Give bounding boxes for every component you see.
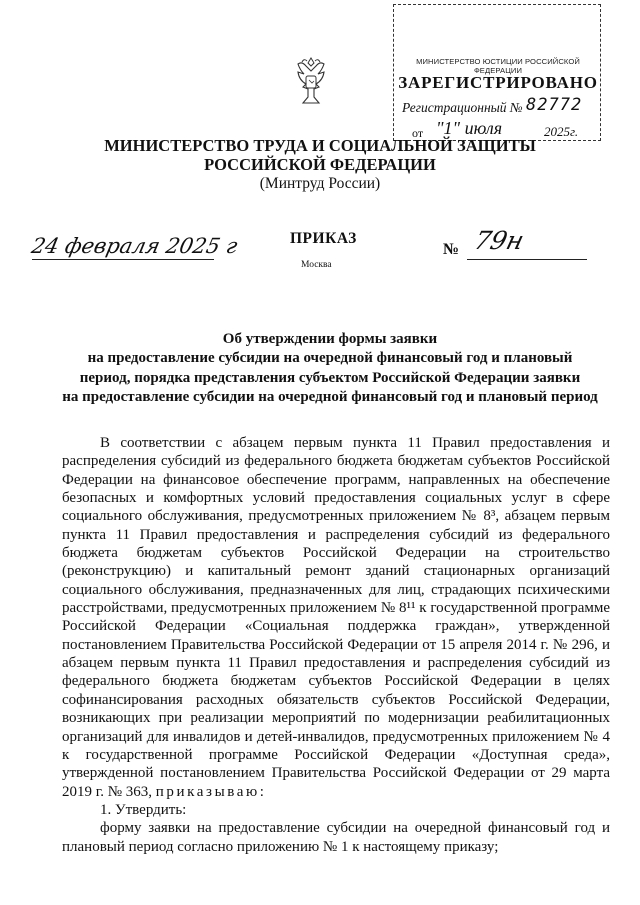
ministry-short-name: (Минтруд России) — [259, 175, 381, 192]
registration-stamp — [393, 4, 601, 141]
ministry-line1: МИНИСТЕРСТВО ТРУДА И СОЦИАЛЬНОЙ ЗАЩИТЫ — [104, 136, 536, 155]
document-body — [62, 434, 610, 856]
ministry-title — [90, 136, 550, 174]
document-subject — [30, 330, 630, 407]
subject-line2: на предоставление субсидии на очередной финансовый год и плановый — [87, 350, 573, 367]
order-number-underline — [467, 259, 587, 260]
stamp-date-handwritten: "1" июля — [436, 118, 503, 138]
stamp-reg-number: 82772 — [526, 95, 583, 115]
subject-line3: период, порядка представления субъектом Российской Федерации заявки — [79, 369, 581, 386]
stamp-ministry: МИНИСТЕРСТВО ЮСТИЦИИ РОССИЙСКОЙ ФЕДЕРАЦИИ — [416, 57, 580, 75]
item-1-text: форму заявки на предоставление субсидии на очередной финансовый год и плановый период согласно приложению № 1 к настоящему приказу; — [62, 820, 610, 855]
subject-line1: Об утверждении формы заявки — [222, 331, 438, 347]
order-city: Москва — [301, 260, 332, 270]
preamble-paragraph — [62, 434, 610, 801]
stamp-date-prefix: от — [412, 126, 424, 140]
order-number-handwritten: 79н — [471, 226, 527, 255]
subject-line4: на предоставление субсидии на очередной финансовый год и плановый период — [62, 388, 598, 405]
order-number-sign: № — [443, 241, 460, 258]
preamble-order-word: приказываю: — [155, 783, 267, 800]
coat-of-arms-icon — [290, 54, 332, 110]
order-title: ПРИКАЗ — [290, 230, 357, 247]
stamp-date-year: 2025г. — [544, 124, 579, 139]
order-date-underline — [32, 259, 214, 260]
preamble-text: В соответствии с абзацем первым пункта 11 Правил предоставления и распределения субсидий из федерального бюджета бюджетам субъектов Российской Федерации на финансовое обеспечение программ, направленных на обеспечение безопасных и комфортных условий предоставления социальных услуг в сфере социального обслуживания, предусмотренных приложением № 8³, абзацем первым пункта 11 Правил предоставления и распределения субсидий из федерального бюджета бюджетам субъектов Российской Федерации на строительство (реконструкцию) и капитальный ремонт зданий стационарных организаций социального обслуживания, предназначенных для лиц, страдающих психическими расстройствами, предусмотренных приложением № 8¹¹ к государственной программе Российской Федерации «Социальная поддержка граждан», утвержденной постановлением Правительства Российской Федерации от 15 апреля 2014 г. № 296, и абзацем первым пункта 11 Правил предоставления и распределения субсидий из федерального бюджета бюджетам субъектов Российской Федерации в целях софинансирования расходных обязательств субъектов Российской Федерации, возникающих при реализации мероприятий по модернизации реабилитационных организаций для инвалидов и детей-инвалидов, предусмотренных приложением № 4 к государственной программе Российской Федерации «Доступная среда», утвержденной постановлением Правительства Российской Федерации от 29 марта 2019 г. № 363, — [62, 435, 610, 800]
ministry-line2: РОССИЙСКОЙ ФЕДЕРАЦИИ — [204, 155, 436, 174]
item-1-heading: 1. Утвердить: — [100, 801, 187, 818]
order-date-handwritten: 24 февраля 2025 г — [29, 234, 240, 258]
stamp-reg-label: Регистрационный № — [402, 100, 523, 115]
stamp-status: ЗАРЕГИСТРИРОВАНО — [398, 73, 598, 92]
